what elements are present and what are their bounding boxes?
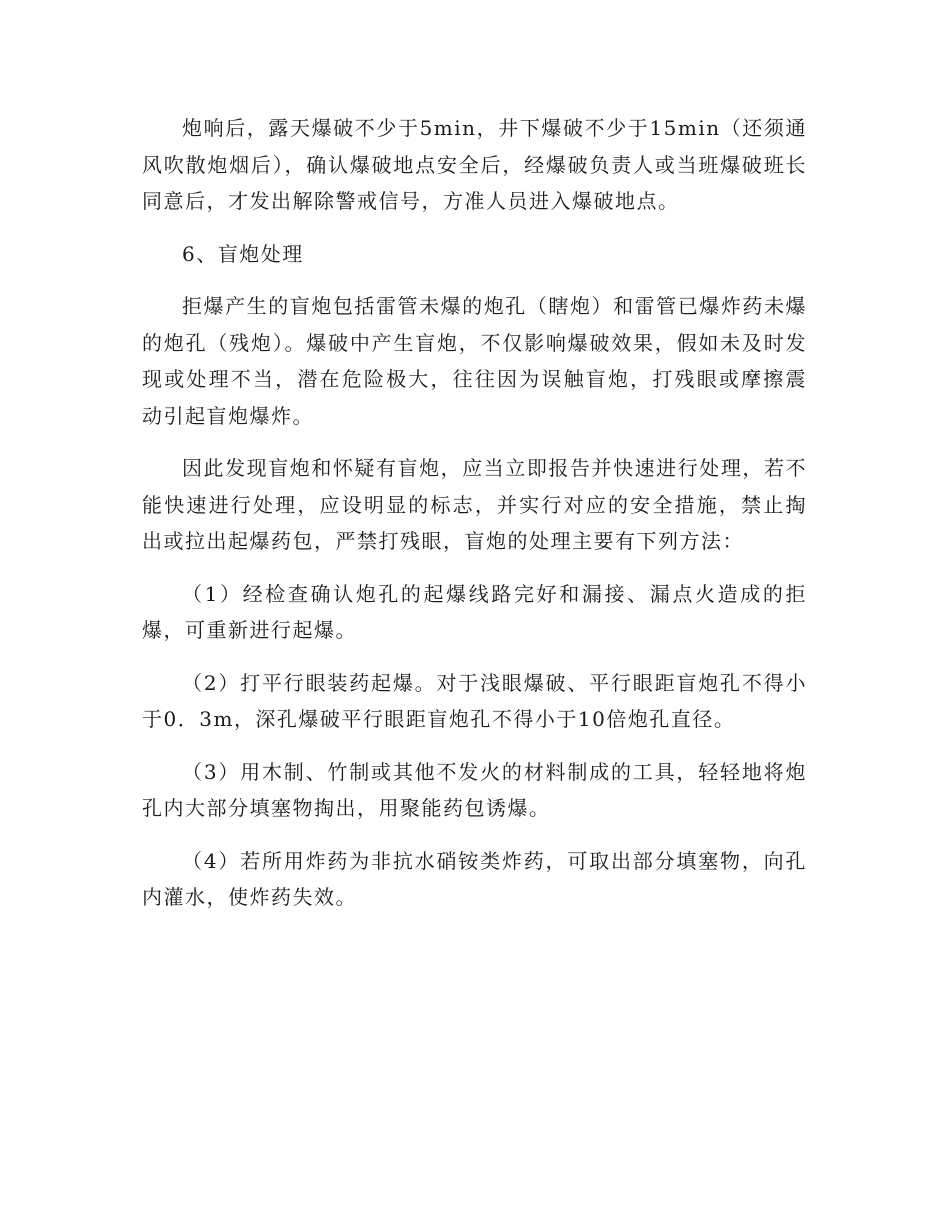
paragraph-misfire-response: 因此发现盲炮和怀疑有盲炮，应当立即报告并快速进行处理，若不能快速进行处理，应设明显的标志，并实行对应的安全措施，禁止掏出或拉出起爆药包，严禁打残眼，盲炮的处理主要有下列方法： (142, 456, 807, 553)
paragraph-method-4: （4）若所用炸药为非抗水硝铵类炸药，可取出部分填塞物，向孔内灌水，使炸药失效。 (142, 848, 807, 909)
paragraph-misfire-definition: 拒爆产生的盲炮包括雷管未爆的炮孔（瞎炮）和雷管已爆炸药未爆的炮孔（残炮）。爆破中产生盲炮，不仅影响爆破效果，假如未及时发现或处理不当，潜在危险极大，往往因为误触盲炮，打残眼或摩擦震动引起盲炮爆炸。 (142, 294, 807, 428)
paragraph-method-3: （3）用木制、竹制或其他不发火的材料制成的工具，轻轻地将炮孔内大部分填塞物掏出，用聚能药包诱爆。 (142, 759, 807, 820)
section-heading-misfire: 6、盲炮处理 (182, 241, 304, 266)
paragraph-method-1: （1）经检查确认炮孔的起爆线路完好和漏接、漏点火造成的拒爆，可重新进行起爆。 (142, 581, 807, 642)
paragraph-method-2: （2）打平行眼装药起爆。对于浅眼爆破、平行眼距盲炮孔不得小于0．3m，深孔爆破平行眼距盲炮孔不得小于10倍炮孔直径。 (142, 670, 807, 731)
document-body (142, 110, 807, 932)
paragraph-blast-clearance: 炮响后，露天爆破不少于5min，井下爆破不少于15min（还须通风吹散炮烟后），确认爆破地点安全后，经爆破负责人或当班爆破班长同意后，才发出解除警戒信号，方准人员进入爆破地点。 (142, 116, 807, 213)
